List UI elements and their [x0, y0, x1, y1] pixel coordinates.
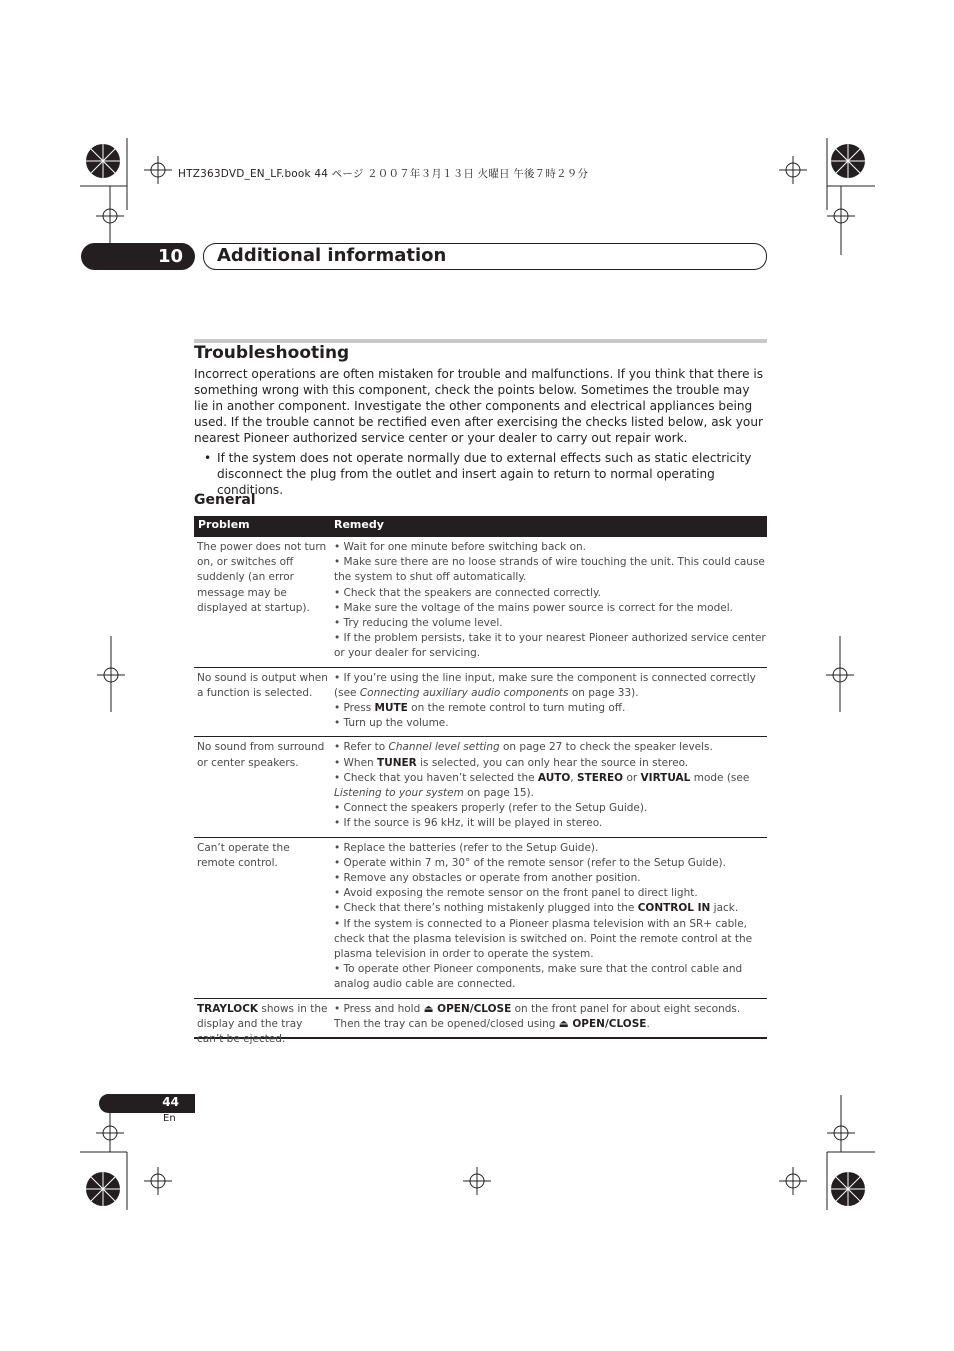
remedy-item: • If the system is connected to a Pioneer plasma television with an SR+ cable, check that the plasma television is switched on. Point the remote control at the plasma television in order to operate the system.: [334, 917, 753, 961]
remedy-item: • Check that you haven’t selected the AUTO, STEREO or VIRTUAL mode (see Listening to your system on page 15).: [334, 771, 750, 800]
table-row: [194, 537, 767, 668]
remedy-item: • To operate other Pioneer components, make sure that the control cable and analog audio cable are connected.: [334, 963, 743, 991]
problem-cell: TRAYLOCK shows in the display and the tray can’t be ejected.: [197, 1002, 328, 1046]
chapter-title-box: [203, 243, 767, 270]
page-number: 44: [162, 1095, 179, 1109]
bullet-icon: •: [204, 451, 212, 465]
page-language: En: [163, 1113, 176, 1124]
remedy-item: • Press and hold ⏏ OPEN/CLOSE on the front panel for about eight seconds. Then the tray can be opened/closed using ⏏ OPEN/CLOSE.: [334, 1002, 741, 1030]
problem-cell: No sound is output when a function is selected.: [197, 671, 328, 699]
table-row: [194, 737, 767, 837]
intro-bullet: [204, 450, 769, 498]
remedy-item: • Check that the speakers are connected correctly.: [334, 586, 602, 599]
chapter-title: Additional information: [217, 245, 447, 266]
remedy-cell: [334, 668, 767, 737]
remedy-item: • Refer to Channel level setting on page 27 to check the speaker levels.: [334, 741, 713, 754]
remedy-item: • Remove any obstacles or operate from another position.: [334, 872, 641, 885]
remedy-cell: [334, 838, 767, 998]
remedy-item: • Wait for one minute before switching back on.: [334, 541, 586, 553]
problem-cell: No sound from surround or center speakers.: [197, 741, 325, 769]
table-row: [194, 668, 767, 738]
remedy-item: • Operate within 7 m, 30° of the remote sensor (refer to the Setup Guide).: [334, 856, 726, 869]
remedy-item: • Connect the speakers properly (refer to the Setup Guide).: [334, 802, 648, 815]
table-header: [194, 516, 767, 537]
intro-bullet-text: If the system does not operate normally due to external effects such as static electricity disconnect the plug from the outlet and insert again to return to normal operating conditions.: [217, 451, 752, 497]
remedy-item: • Press MUTE on the remote control to turn muting off.: [334, 702, 626, 715]
remedy-cell: [334, 737, 767, 836]
remedy-item: • If the problem persists, take it to your nearest Pioneer authorized service center or your dealer for servicing.: [334, 632, 766, 660]
header-problem: Problem: [198, 518, 250, 531]
table-row: [194, 838, 767, 999]
subsection-title: General: [194, 492, 256, 508]
remedy-item: • Make sure there are no loose strands of wire touching the unit. This could cause the system to shut off automatically.: [334, 556, 765, 584]
remedy-item: • Turn up the volume.: [334, 717, 449, 730]
page-number-tab: [99, 1094, 195, 1113]
remedy-item: • When TUNER is selected, you can only hear the source in stereo.: [334, 756, 689, 769]
chapter-number-tab: [81, 243, 195, 270]
problem-cell: Can’t operate the remote control.: [197, 841, 290, 869]
table-row: [194, 999, 767, 1046]
remedy-item: • If you’re using the line input, make sure the component is connected correctly (see Connecting auxiliary audio components on page 33).: [334, 671, 756, 699]
chapter-number: 10: [157, 246, 183, 267]
problem-cell: The power does not turn on, or switches off suddenly (an error message may be displayed at startup).: [197, 541, 327, 614]
remedy-item: • If the source is 96 kHz, it will be played in stereo.: [334, 817, 603, 830]
remedy-item: • Check that there’s nothing mistakenly plugged into the CONTROL IN jack.: [334, 902, 739, 915]
header-remedy: Remedy: [334, 518, 384, 531]
remedy-cell: [334, 999, 767, 1037]
remedy-item: • Avoid exposing the remote sensor on the front panel to direct light.: [334, 887, 698, 900]
remedy-item: • Make sure the voltage of the mains power source is correct for the model.: [334, 601, 733, 614]
remedy-item: • Replace the batteries (refer to the Setup Guide).: [334, 841, 599, 854]
remedy-item: • Try reducing the volume level.: [334, 617, 503, 630]
remedy-cell: [334, 537, 767, 667]
section-intro: Incorrect operations are often mistaken for trouble and malfunctions. If you think that there is something wrong with this component, check the points below. Sometimes the trouble may lie in another component. Investigate the other components and electrical appliances being used. If the trouble cannot be rectified even after exercising the checks listed below, ask your nearest Pioneer authorized service center or your dealer to carry out repair work.: [194, 367, 764, 445]
section-title: Troubleshooting: [194, 343, 350, 363]
troubleshooting-table: [194, 516, 767, 1046]
book-file-header: HTZ363DVD_EN_LF.book 44 ページ ２００７年３月１３日 火曜日 午後７時２９分: [178, 168, 589, 180]
